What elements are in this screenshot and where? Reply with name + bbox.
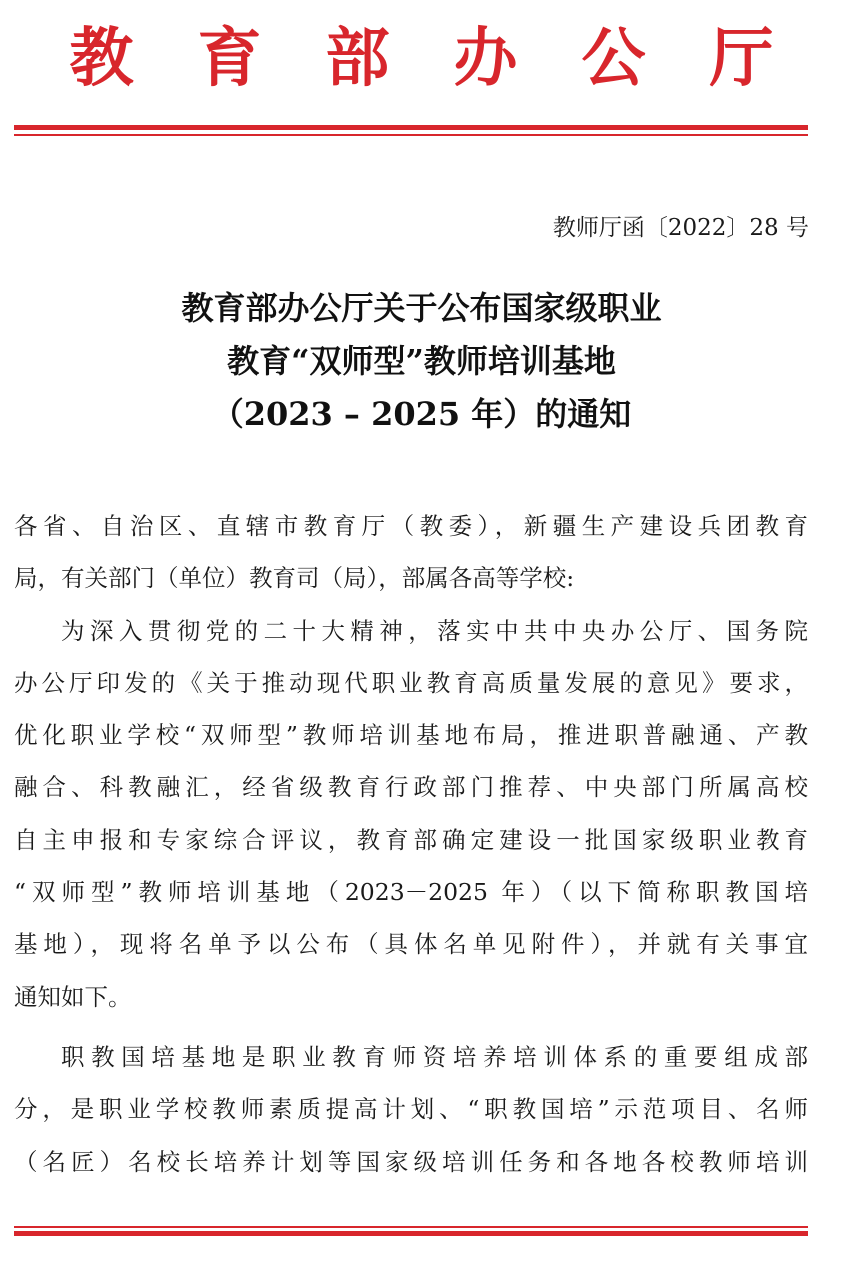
letterhead-char: 厅 — [709, 22, 774, 96]
document-title — [0, 282, 843, 441]
letterhead-char: 部 — [325, 22, 390, 96]
body-line: 为深入贯彻党的二十大精神，落实中共中央办公厅、国务院 — [61, 616, 808, 645]
body-line: （名匠）名校长培养计划等国家级培训任务和各地各校教师培训 — [14, 1147, 808, 1176]
letterhead-char: 教 — [69, 22, 134, 96]
body-line: 办公厅印发的《关于推动现代职业教育高质量发展的意见》要求， — [14, 668, 808, 697]
title-line: （2023 – 2025 年）的通知 — [211, 395, 632, 433]
body-line: 基地），现将名单予以公布（具体名单见附件），并就有关事宜 — [14, 930, 808, 959]
header-rule-thin — [14, 134, 808, 136]
body-line: 优化职业学校“双师型”教师培训基地布局，推进职普融通、产教 — [14, 721, 808, 750]
body-line: 各省、自治区、直辖市教育厅（教委），新疆生产建设兵团教育 — [14, 512, 808, 540]
body-line: 通知如下。 — [14, 982, 132, 1011]
letterhead-char: 育 — [197, 22, 262, 96]
body-line: 局，有关部门（单位）教育司（局），部属各高等学校: — [14, 564, 575, 593]
paragraph-gap — [14, 1023, 808, 1031]
body-line: 职教国培基地是职业教育师资培养培训体系的重要组成部 — [61, 1042, 808, 1071]
document-number: 教师厅函〔2022〕28 号 — [552, 215, 809, 241]
document-body — [14, 500, 808, 1188]
letterhead-char: 办 — [453, 22, 518, 96]
footer-rule-thick — [14, 1231, 808, 1236]
body-line: 融合、科教融汇，经省级教育行政部门推荐、中央部门所属高校 — [14, 773, 808, 802]
letterhead — [0, 14, 843, 104]
header-rule-thick — [14, 125, 808, 130]
body-line: 自主申报和专家综合评议，教育部确定建设一批国家级职业教育 — [14, 825, 808, 854]
body-line: 分，是职业学校教师素质提高计划、“职教国培”示范项目、名师 — [14, 1095, 808, 1124]
title-line: 教育部办公厅关于公布国家级职业 — [181, 289, 662, 327]
footer-rule-thin — [14, 1226, 808, 1228]
letterhead-char: 公 — [581, 22, 646, 96]
title-line: 教育“双师型”教师培训基地 — [227, 342, 616, 380]
body-line: “双师型”教师培训基地（2023－2025 年）（以下简称职教国培 — [14, 878, 808, 907]
